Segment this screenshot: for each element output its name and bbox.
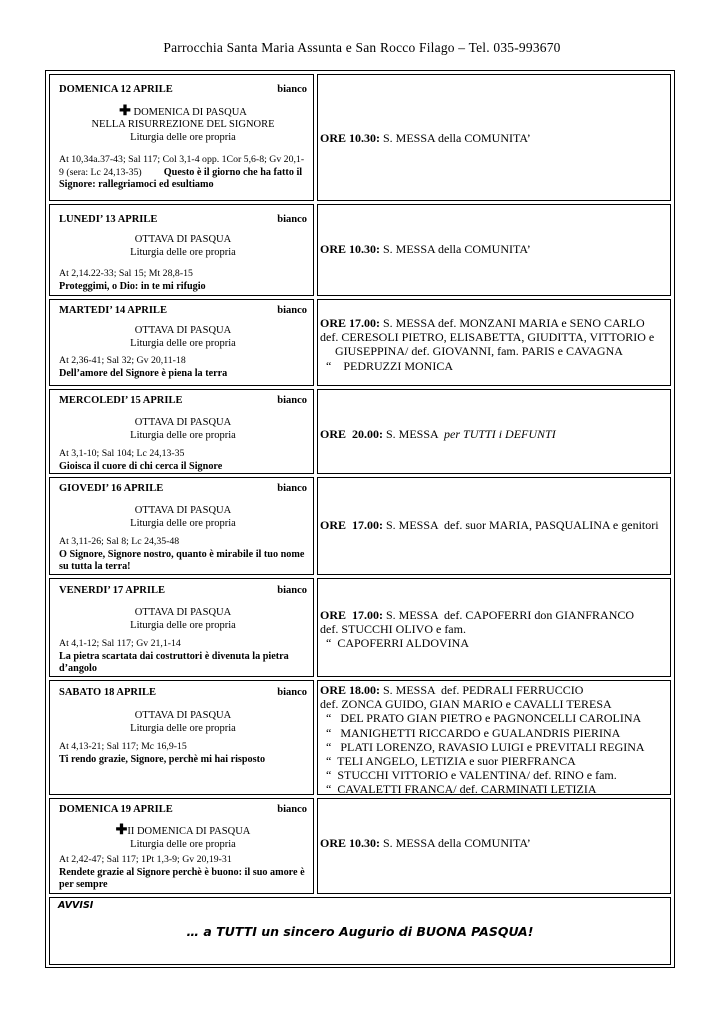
mass-line <box>320 316 666 330</box>
mass-line: def. ZONCA GUIDO, GIAN MARIO e CAVALLI TERESA <box>320 697 612 712</box>
mass-line: “ STUCCHI VITTORIO e VALENTINA/ def. RINO e fam. <box>320 768 617 783</box>
day-label: GIOVEDI’ 16 APRILE <box>59 483 164 494</box>
mass-line <box>320 242 666 256</box>
mass-time: ORE 17.00: <box>320 608 383 622</box>
liturgy-cell <box>49 477 314 575</box>
easter-greeting: … a TUTTI un sincero Augurio di BUONA PASQUA! <box>186 924 534 939</box>
mass-text: S. MESSA della COMUNITA’ <box>380 131 531 145</box>
mass-cell <box>317 74 671 201</box>
day-row <box>49 578 671 677</box>
day-label: SABATO 18 APRILE <box>59 687 157 698</box>
liturgy-note: Liturgia delle ore propria <box>130 518 236 529</box>
feast-title: OTTAVA DI PASQUA <box>134 607 232 618</box>
psalm-response: Proteggimi, o Dio: in te mi rifugio <box>59 280 206 292</box>
mass-line: GIUSEPPINA/ def. GIOVANNI, fam. PARIS e CAVAGNA <box>320 344 623 359</box>
mass-line: “ CAPOFERRI ALDOVINA <box>320 636 470 651</box>
feast-title: OTTAVA DI PASQUA <box>134 325 232 336</box>
feast-title: OTTAVA DI PASQUA <box>134 505 232 516</box>
feast-title: OTTAVA DI PASQUA <box>134 417 232 428</box>
psalm-response: O Signore, Signore nostro, quanto è mirabile il tuo nome su tutta la terra! <box>59 548 305 572</box>
feast-title: OTTAVA DI PASQUA <box>134 710 232 721</box>
mass-text: S. MESSA def. suor MARIA, PASQUALINA e genitori <box>383 518 659 532</box>
readings: At 2,36-41; Sal 32; Gv 20,11-18 <box>59 355 186 366</box>
mass-time: ORE 10.30: <box>320 131 380 145</box>
mass-line: “ PLATI LORENZO, RAVASIO LUIGI e PREVITALI REGINA <box>320 739 645 754</box>
liturgical-color: bianco <box>277 395 307 406</box>
page-header: Parrocchia Santa Maria Assunta e San Rocco Filago – Tel. 035-993670 <box>163 40 561 55</box>
mass-time: ORE 10.30: <box>320 836 380 850</box>
mass-cell <box>317 578 671 677</box>
liturgy-note: Liturgia delle ore propria <box>130 620 236 631</box>
mass-time: ORE 20.00: <box>320 427 383 441</box>
liturgy-note: Liturgia delle ore propria <box>130 132 236 143</box>
mass-text: S. MESSA <box>383 427 445 441</box>
readings: At 3,11-26; Sal 8; Lc 24,35-48 <box>59 536 180 547</box>
day-row <box>49 74 671 201</box>
liturgical-color: bianco <box>277 305 307 316</box>
mass-cell <box>317 204 671 296</box>
notices-title: AVVISI <box>58 900 94 911</box>
mass-time: ORE 17.00: <box>320 518 383 532</box>
liturgical-color: bianco <box>277 804 307 815</box>
readings: At 4,13-21; Sal 117; Mc 16,9-15 <box>59 741 187 752</box>
psalm-response: La pietra scartata dai costruttori è divenuta la pietra d’angolo <box>59 650 289 674</box>
mass-text: S. MESSA della COMUNITA’ <box>380 836 531 850</box>
mass-text: S. MESSA def. PEDRALI FERRUCCIO <box>380 683 584 697</box>
liturgy-note: Liturgia delle ore propria <box>130 723 236 734</box>
mass-time: ORE 10.30: <box>320 242 380 256</box>
mass-line <box>320 131 666 145</box>
mass-text: S. MESSA def. MONZANI MARIA e SENO CARLO <box>380 316 645 330</box>
feast-title: DOMENICA DI PASQUA <box>133 107 247 118</box>
readings: At 2,14.22-33; Sal 15; Mt 28,8-15 <box>59 268 193 279</box>
mass-line <box>320 518 666 532</box>
psalm-response: Rendete grazie al Signore perchè è buono: il suo amore è per sempre <box>59 866 305 890</box>
schedule-table <box>45 70 675 968</box>
day-row <box>49 204 671 296</box>
mass-line <box>320 427 666 441</box>
mass-text: S. MESSA def. CAPOFERRI don GIANFRANCO <box>383 608 635 622</box>
readings: At 2,42-47; Sal 117; 1Pt 1,3-9; Gv 20,19-31 <box>59 854 232 865</box>
notices-box <box>49 897 671 965</box>
mass-line: def. CERESOLI PIETRO, ELISABETTA, GIUDITTA, VITTORIO e <box>320 330 655 345</box>
readings: At 10,34a.37-43; Sal 117; Col 3,1-4 opp. 1Cor 5,6-8; Gv 20,1-9 (sera: Lc 24,13-35) <box>59 154 305 178</box>
feast-title: OTTAVA DI PASQUA <box>134 234 232 245</box>
feast-title: II DOMENICA DI PASQUA <box>127 826 251 837</box>
mass-cell <box>317 680 671 795</box>
day-label: LUNEDI’ 13 APRILE <box>59 214 158 225</box>
mass-cell <box>317 477 671 575</box>
psalm-response: Gioisca il cuore di chi cerca il Signore <box>59 460 223 472</box>
day-label: MARTEDI’ 14 APRILE <box>59 305 167 316</box>
day-row <box>49 389 671 474</box>
day-label: DOMENICA 12 APRILE <box>59 84 173 95</box>
day-label: VENERDI’ 17 APRILE <box>59 585 165 596</box>
liturgy-cell <box>49 578 314 677</box>
liturgy-cell <box>49 798 314 894</box>
mass-line: def. STUCCHI OLIVO e fam. <box>320 622 466 637</box>
liturgy-note: Liturgia delle ore propria <box>130 839 236 850</box>
mass-line <box>320 683 666 697</box>
mass-line: “ CAVALETTI FRANCA/ def. CARMINATI LETIZIA <box>320 782 597 797</box>
mass-cell <box>317 299 671 386</box>
mass-line: “ TELI ANGELO, LETIZIA e suor PIERFRANCA <box>320 754 576 769</box>
cross-icon: ✚ <box>119 104 131 119</box>
mass-line: “ PEDRUZZI MONICA <box>320 358 453 373</box>
day-row <box>49 299 671 386</box>
mass-cell <box>317 798 671 894</box>
mass-time: ORE 17.00: <box>320 316 380 330</box>
liturgy-cell <box>49 389 314 474</box>
readings: At 3,1-10; Sal 104; Lc 24,13-35 <box>59 448 185 459</box>
psalm-response: Dell’amore del Signore è piena la terra <box>59 367 228 379</box>
feast-subtitle: NELLA RISURREZIONE DEL SIGNORE <box>91 119 275 130</box>
mass-line <box>320 836 666 850</box>
liturgy-cell <box>49 204 314 296</box>
day-label: MERCOLEDI’ 15 APRILE <box>59 395 183 406</box>
mass-time: ORE 18.00: <box>320 683 380 697</box>
mass-intention: per TUTTI i DEFUNTI <box>444 427 556 441</box>
liturgical-color: bianco <box>277 585 307 596</box>
mass-line: “ DEL PRATO GIAN PIETRO e PAGNONCELLI CAROLINA <box>320 711 642 726</box>
liturgical-color: bianco <box>277 214 307 225</box>
liturgical-color: bianco <box>277 687 307 698</box>
liturgy-note: Liturgia delle ore propria <box>130 430 236 441</box>
liturgical-color: bianco <box>277 84 307 95</box>
liturgy-cell <box>49 299 314 386</box>
mass-cell <box>317 389 671 474</box>
liturgy-cell <box>49 680 314 795</box>
psalm-response: Questo è il giorno che ha fatto il Signore: rallegriamoci ed esultiamo <box>59 166 303 190</box>
cross-icon: ✚ <box>115 823 128 838</box>
mass-line <box>320 608 666 622</box>
liturgy-note: Liturgia delle ore propria <box>130 338 236 349</box>
liturgical-color: bianco <box>277 483 307 494</box>
day-label: DOMENICA 19 APRILE <box>59 804 173 815</box>
readings: At 4,1-12; Sal 117; Gv 21,1-14 <box>59 638 181 649</box>
mass-line: “ MANIGHETTI RICCARDO e GUALANDRIS PIERINA <box>320 725 621 740</box>
day-row <box>49 477 671 575</box>
mass-text: S. MESSA della COMUNITA’ <box>380 242 531 256</box>
liturgy-cell <box>49 74 314 201</box>
day-row <box>49 680 671 795</box>
day-row <box>49 798 671 894</box>
liturgy-note: Liturgia delle ore propria <box>130 247 236 258</box>
psalm-response: Ti rendo grazie, Signore, perchè mi hai risposto <box>59 753 266 765</box>
